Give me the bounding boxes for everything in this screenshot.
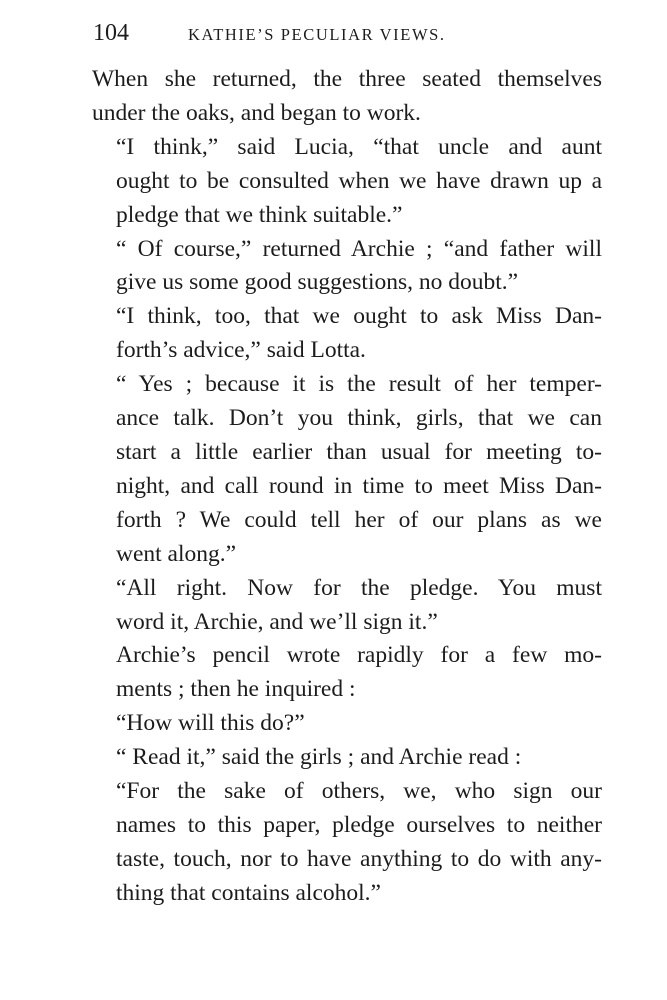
text-line: ance talk. Don’t you think, girls, that we can (116, 405, 602, 432)
text-line: pledge that we think suitable.” (116, 201, 403, 228)
text-line: “ Read it,” said the girls ; and Archie read : (116, 744, 522, 771)
text-line: taste, touch, nor to have anything to do with any- (116, 845, 602, 872)
paragraph (92, 63, 602, 131)
text-line: “All right. Now for the pledge. You must (116, 574, 602, 601)
text-line: forth’s advice,” said Lotta. (116, 337, 366, 364)
text-line: word it, Archie, and we’ll sign it.” (116, 608, 438, 635)
text-line: “I think, too, that we ought to ask Miss Dan- (116, 303, 602, 330)
paragraph (92, 368, 602, 571)
paragraph (92, 639, 602, 707)
text-line: night, and call round in time to meet Miss Dan- (116, 472, 602, 499)
text-line: “For the sake of others, we, who sign our (116, 778, 602, 805)
text-line: “I think,” said Lucia, “that uncle and aunt (116, 133, 602, 160)
text-line: “How will this do?” (116, 710, 305, 737)
paragraph (92, 707, 602, 741)
text-line: “ Of course,” returned Archie ; “and father will (116, 235, 602, 262)
paragraph (92, 233, 602, 301)
running-title: KATHIE’S PECULIAR VIEWS. (188, 25, 446, 44)
page-number: 104 (93, 20, 129, 46)
text-line: When she returned, the three seated themselves (92, 66, 602, 92)
text-line: ought to be consulted when we have drawn up a (116, 167, 602, 194)
text-line: start a little earlier than usual for meeting to- (116, 438, 602, 465)
running-head (93, 18, 603, 48)
text-line: names to this paper, pledge ourselves to neither (116, 811, 602, 838)
text-line: “ Yes ; because it is the result of her temper- (116, 371, 602, 398)
body-text (92, 63, 602, 911)
paragraph (92, 300, 602, 368)
text-line: under the oaks, and began to work. (92, 99, 421, 126)
paragraph (92, 775, 602, 911)
paragraph (92, 131, 602, 233)
paragraph (92, 572, 602, 640)
text-line: forth ? We could tell her of our plans as we (116, 506, 602, 533)
text-line: Archie’s pencil wrote rapidly for a few mo- (116, 642, 602, 669)
text-line: give us some good suggestions, no doubt.” (116, 269, 519, 296)
text-line: ments ; then he inquired : (116, 676, 356, 703)
paragraph (92, 741, 602, 775)
text-line: thing that contains alcohol.” (116, 879, 381, 906)
text-line: went along.” (116, 540, 237, 567)
